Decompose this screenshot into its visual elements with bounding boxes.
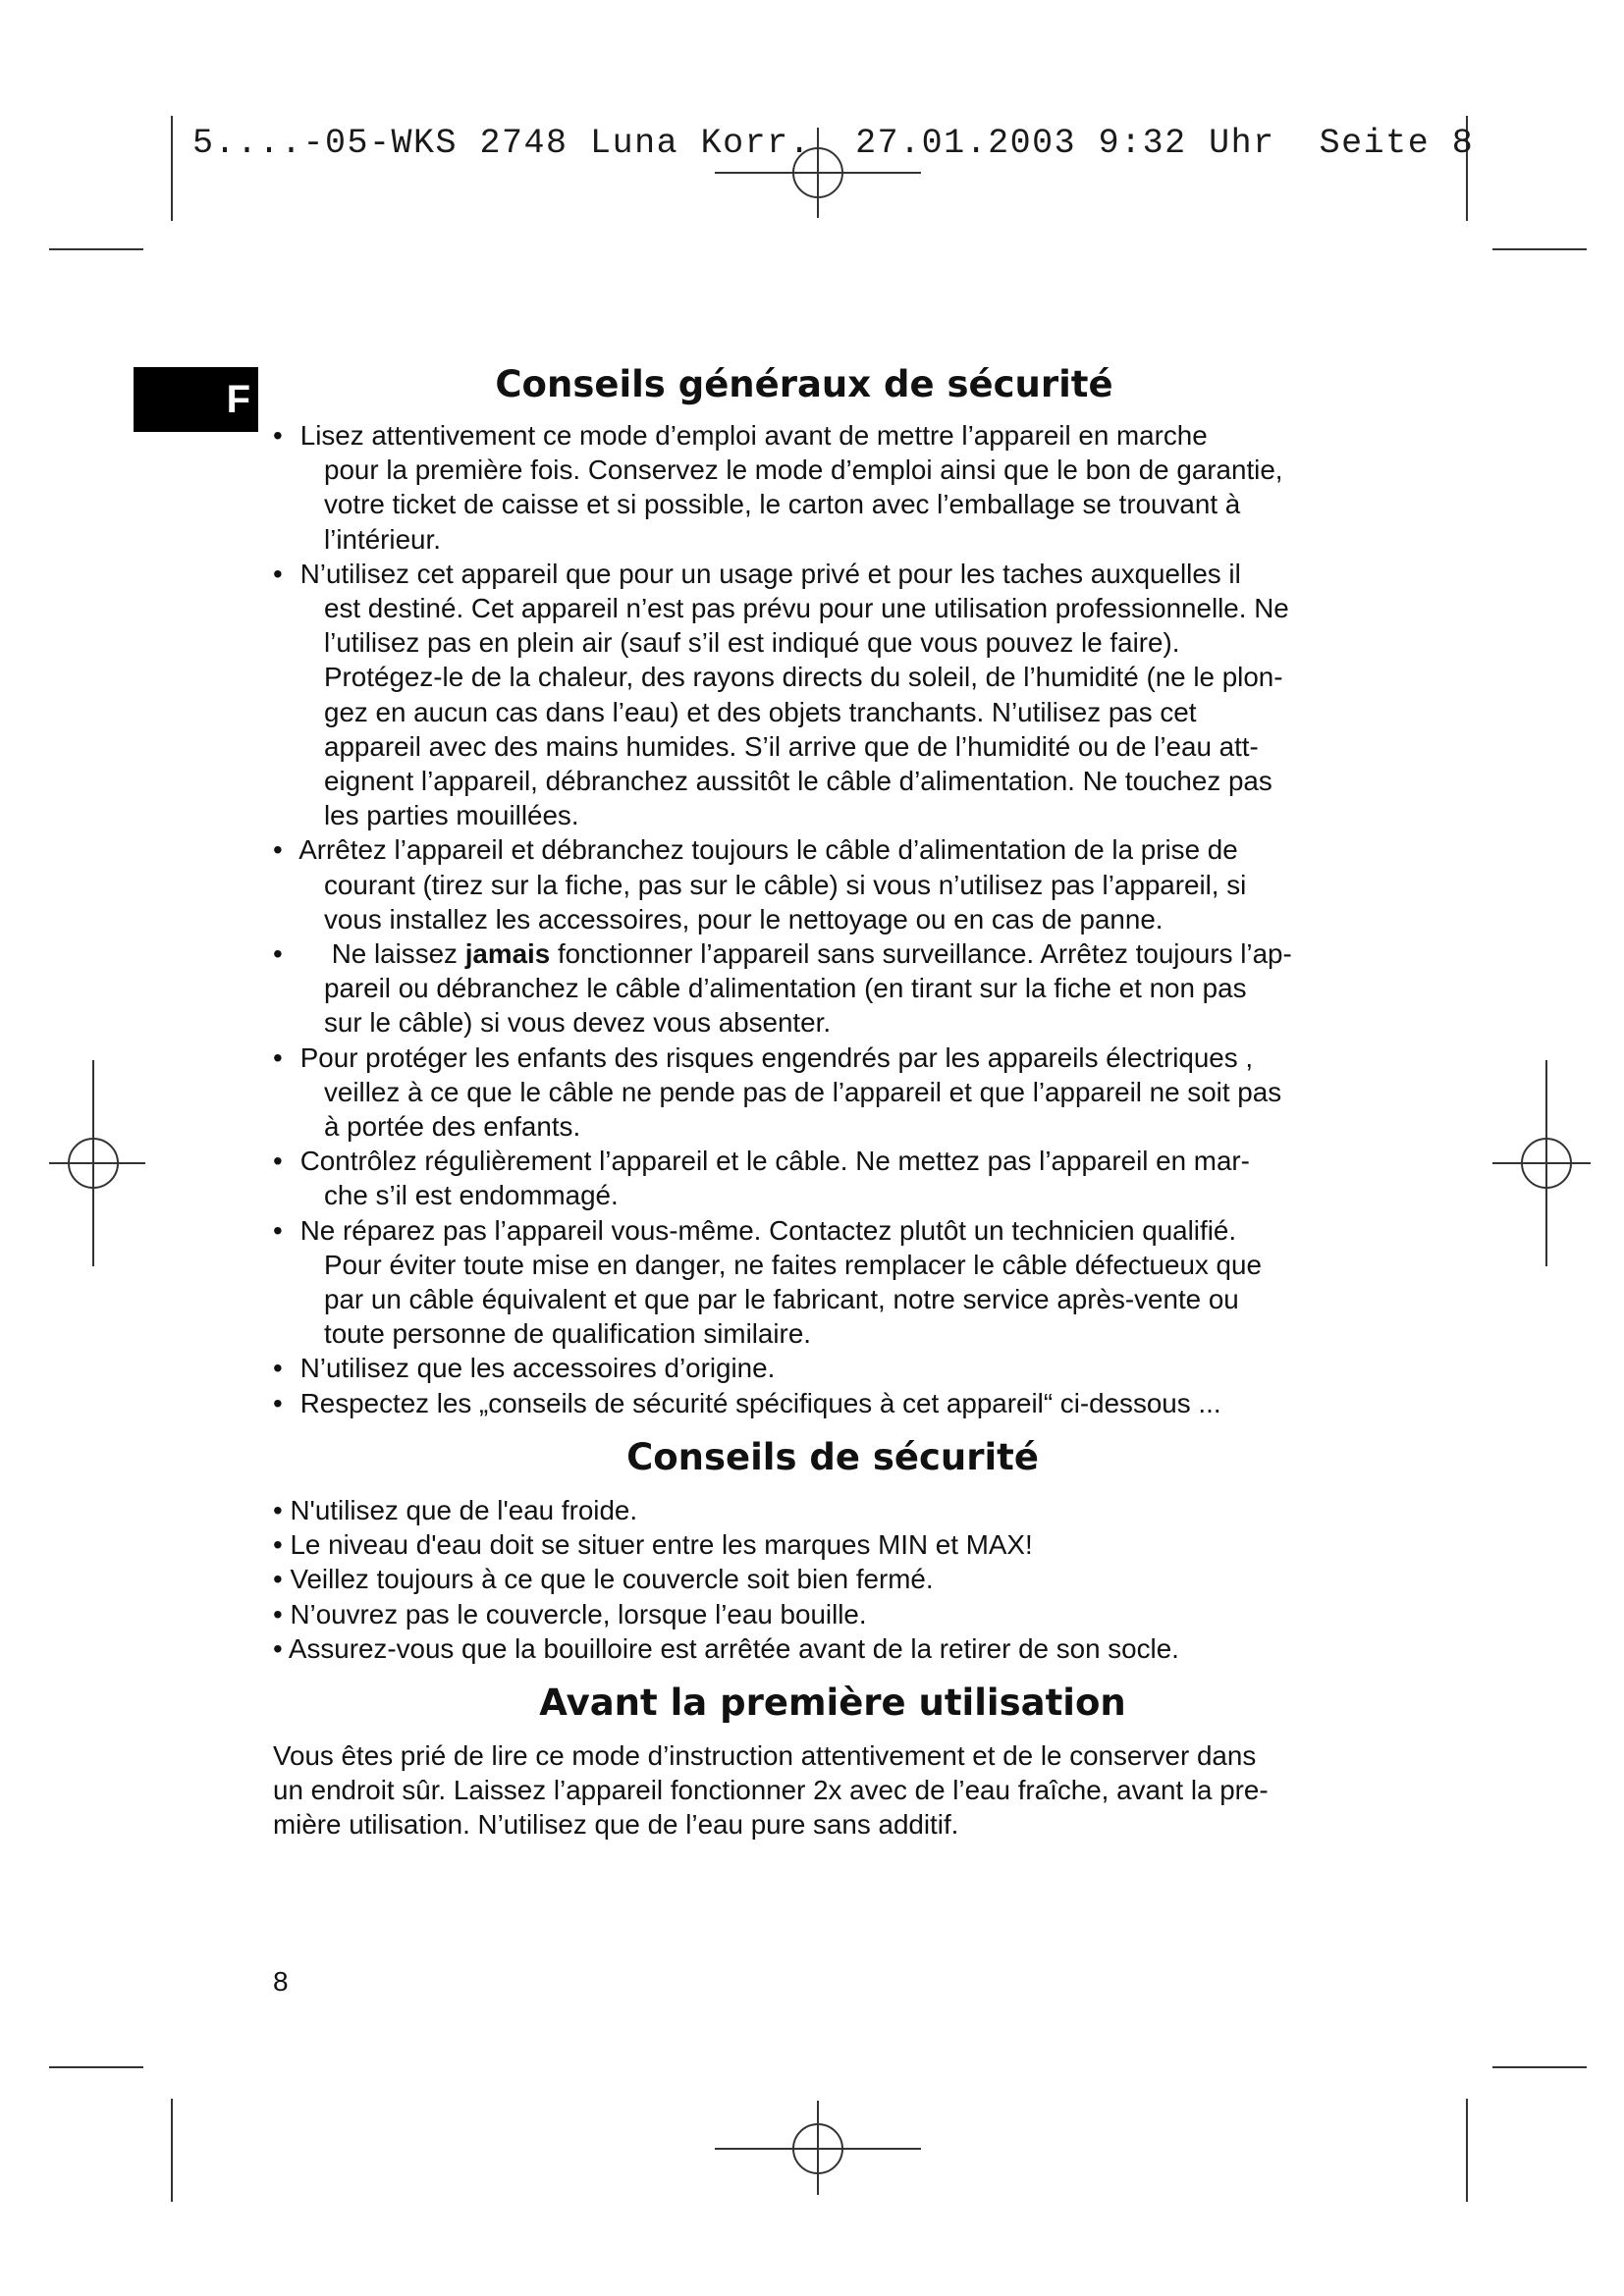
list-item	[273, 1386, 1373, 1420]
emphasis-word: jamais	[464, 938, 551, 970]
list-item: • N’ouvrez pas le couvercle, lorsque l’eau bouille.	[273, 1597, 1373, 1631]
line: Ne réparez pas l’appareil vous-même. Contactez plutôt un technicien qualifié.	[299, 1214, 1237, 1246]
line: courant (tirez sur la fiche, pas sur le câble) si vous n’utilisez pas l’appareil, si	[324, 869, 1247, 900]
language-tab: F	[134, 367, 258, 432]
list-item	[273, 418, 1373, 557]
list-item	[273, 1041, 1373, 1145]
line: pour la première fois. Conservez le mode d’emploi ainsi que le bon de garantie,	[324, 454, 1283, 486]
line: Vous êtes prié de lire ce mode d’instruction attentivement et de le conserver dans	[273, 1739, 1257, 1771]
line: che s’il est endommagé.	[324, 1180, 619, 1211]
line: votre ticket de caisse et si possible, le carton avec l’emballage se trouvant à	[324, 489, 1241, 520]
list-item	[273, 832, 1373, 936]
list-item: • N'utilisez que de l'eau froide.	[273, 1493, 1373, 1527]
line: pareil ou débranchez le câble d’alimentation (en tirant sur la fiche et non pas	[324, 973, 1247, 1004]
section-title-safety: Conseils de sécurité	[626, 1435, 1039, 1478]
line: vous installez les accessoires, pour le nettoyage ou en cas de panne.	[324, 903, 1164, 934]
section-title-first-use: Avant la première utilisation	[539, 1681, 1126, 1724]
list-item	[273, 557, 1373, 833]
line: l’utilisez pas en plein air (sauf s’il est indiqué que vous pouvez le faire).	[324, 627, 1180, 659]
line: Pour éviter toute mise en danger, ne faites remplacer le câble défectueux que	[324, 1249, 1262, 1280]
list-item: • Veillez toujours à ce que le couvercle soit bien fermé.	[273, 1562, 1373, 1596]
line: toute personne de qualification similaire.	[324, 1318, 812, 1350]
line: Arrêtez l’appareil et débranchez toujours le câble d’alimentation de la prise de	[298, 834, 1238, 866]
line: Lisez attentivement ce mode d’emploi avant de mettre l’appareil en marche	[299, 420, 1208, 451]
document-body	[273, 361, 1373, 1842]
line: Protégez-le de la chaleur, des rayons directs du soleil, de l’humidité (ne le plon-	[324, 662, 1283, 693]
line-start: Ne laissez	[331, 938, 465, 970]
line: eignent l’appareil, débranchez aussitôt le câble d’alimentation. Ne touchez pas	[324, 766, 1272, 797]
line: N’utilisez cet appareil que pour un usage privé et pour les taches auxquelles il	[299, 558, 1241, 589]
line: un endroit sûr. Laissez l’appareil fonctionner 2x avec de l’eau fraîche, avant la pre-	[273, 1775, 1269, 1806]
line: mière utilisation. N’utilisez que de l’eau pure sans additif.	[273, 1809, 959, 1841]
line: Pour protéger les enfants des risques engendrés par les appareils électriques ,	[299, 1041, 1254, 1073]
section-title-general-safety: Conseils généraux de sécurité	[495, 363, 1113, 405]
list-item	[273, 936, 1373, 1041]
line: N’utilisez que les accessoires d’origine.	[299, 1353, 776, 1384]
list-item	[273, 1144, 1373, 1212]
line-end: fonctionner l’appareil sans surveillance. Arrêtez toujours l’ap-	[550, 938, 1292, 970]
line: par un câble équivalent et que par le fabricant, notre service après-vente ou	[324, 1284, 1239, 1315]
general-safety-list	[273, 418, 1373, 1420]
line: est destiné. Cet appareil n’est pas prévu pour une utilisation professionnelle. Ne	[324, 593, 1289, 624]
line: sur le câble) si vous devez vous absenter.	[324, 1007, 832, 1039]
print-slug-header: 5....-05-WKS 2748 Luna Korr. 27.01.2003 9:32 Uhr Seite 8	[192, 124, 1475, 163]
line: gez en aucun cas dans l’eau) et des objets tranchants. N’utilisez pas cet	[324, 696, 1197, 727]
line: Contrôlez régulièrement l’appareil et le câble. Ne mettez pas l’appareil en mar-	[299, 1146, 1250, 1177]
first-use-paragraph	[273, 1738, 1373, 1842]
list-item	[273, 1351, 1373, 1385]
line: veillez à ce que le câble ne pende pas de l’appareil et que l’appareil ne soit pas	[324, 1076, 1282, 1107]
line: Respectez les „conseils de sécurité spécifiques à cet appareil“ ci-dessous ...	[299, 1387, 1221, 1418]
line: appareil avec des mains humides. S’il arrive que de l’humidité ou de l’eau att-	[324, 730, 1259, 762]
line: l’intérieur.	[324, 523, 441, 555]
list-item: • Le niveau d'eau doit se situer entre les marques MIN et MAX!	[273, 1527, 1373, 1562]
safety-list	[273, 1493, 1373, 1666]
page-number: 8	[273, 1966, 289, 1997]
list-item	[273, 1213, 1373, 1352]
line: à portée des enfants.	[324, 1111, 581, 1143]
list-item: • Assurez-vous que la bouilloire est arrêtée avant de la retirer de son socle.	[273, 1631, 1373, 1666]
line: les parties mouillées.	[324, 800, 579, 831]
